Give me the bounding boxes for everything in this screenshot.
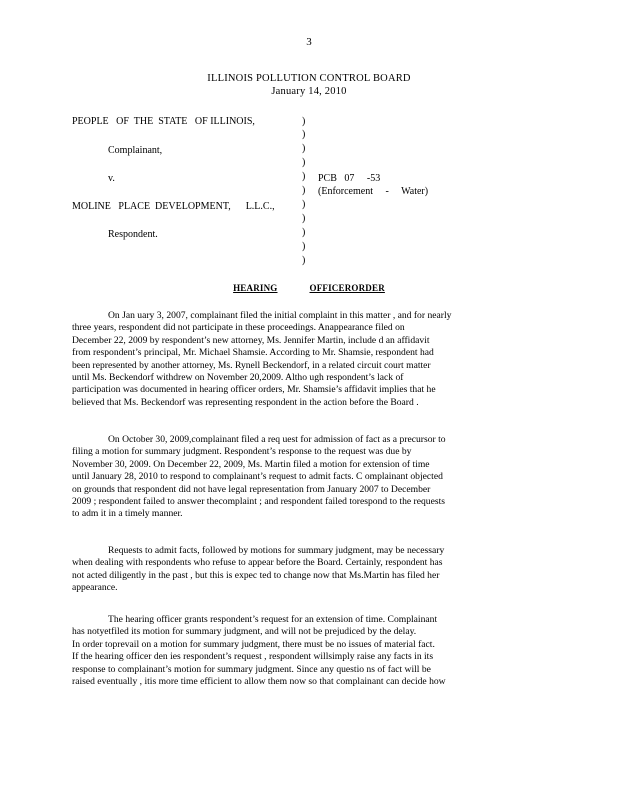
paragraph-line: raised eventually , itis more time efficient to allow them now so that complainant can decide how	[72, 676, 446, 688]
paragraph-line: appearance.	[72, 582, 118, 594]
paragraph-line: until January 28, 2010 to respond to complainant’s request to admit facts. C omplainant objected	[72, 471, 443, 483]
caption-parenthesis: )	[302, 185, 306, 196]
body-paragraph-2	[72, 434, 542, 521]
caption-parenthesis: )	[302, 227, 306, 238]
caption-parenthesis: )	[302, 129, 306, 140]
paragraph-line: not acted diligently in the past , but this is expec ted to change now that Ms.Martin has filed her	[72, 569, 440, 581]
paragraph-line: to adm it in a timely manner.	[72, 508, 183, 520]
order-title-part2: OFFICERORDER	[309, 283, 385, 293]
order-title	[0, 283, 618, 293]
paragraph-line: believed that Ms. Beckendorf was representing respondent in the action before the Board .	[72, 396, 419, 408]
caption-role-respondent: Respondent.	[108, 229, 158, 240]
board-name: ILLINOIS POLLUTION CONTROL BOARD	[207, 73, 411, 84]
page-number: 3	[306, 36, 312, 48]
body-paragraph-1	[72, 310, 542, 409]
caption-parenthesis: )	[302, 171, 306, 182]
paragraph-line: three years, respondent did not participate in these proceedings. Anappearance filed on	[72, 322, 405, 334]
caption-parenthesis: )	[302, 255, 306, 266]
caption-parenthesis: )	[302, 157, 306, 168]
caption-parenthesis: )	[302, 116, 306, 127]
paragraph-line: On October 30, 2009,complainant filed a req uest for admission of fact as a precursor to	[108, 434, 446, 445]
paragraph-line: been represented by another attorney, Ms. Rynell Beckendorf, in a related circuit court matter	[72, 359, 431, 371]
caption-party-respondent: MOLINE PLACE DEVELOPMENT, L.L.C.,	[72, 201, 275, 212]
paragraph-line: filing a motion for summary judgment. Respondent’s response to the request was due by	[72, 446, 412, 458]
order-date: January 14, 2010	[271, 86, 347, 97]
caption-parenthesis: )	[302, 213, 306, 224]
paragraph-line: response to complainant’s motion for summary judgment. Since any questio ns of fact will be	[72, 663, 431, 675]
paragraph-line: November 30, 2009. On December 22, 2009, Ms. Martin filed a motion for extension of time	[72, 458, 430, 470]
paragraph-line: If the hearing officer den ies respondent’s request , respondent willsimply raise any facts in its	[72, 651, 434, 663]
body-paragraph-4	[72, 614, 542, 688]
paragraph-line: 2009 ; respondent failed to answer thecomplaint ; and respondent failed torespond to the requests	[72, 496, 445, 508]
caption-party-complainant: PEOPLE OF THE STATE OF ILLINOIS,	[72, 116, 255, 127]
paragraph-line: until Ms. Beckendorf withdrew on November 20,2009. Altho ugh respondent’s lack of	[72, 372, 404, 384]
case-number: PCB 07 -53	[318, 173, 381, 184]
paragraph-line: On Jan uary 3, 2007, complainant filed the initial complaint in this matter , and for nearly	[108, 310, 452, 321]
paragraph-line: December 22, 2009 by respondent’s new attorney, Ms. Jennifer Martin, include d an affidavit	[72, 334, 430, 346]
paragraph-line: has notyetfiled its motion for summary judgment, and will not be prejudiced by the delay.	[72, 626, 417, 638]
paragraph-line: on grounds that respondent did not have legal representation from January 2007 to December	[72, 483, 431, 495]
caption-parenthesis: )	[302, 199, 306, 210]
paragraph-line: The hearing officer grants respondent’s request for an extension of time. Complainant	[108, 614, 438, 625]
paragraph-line: Requests to admit facts, followed by motions for summary judgment, may be necessary	[108, 545, 445, 556]
paragraph-line: from respondent’s principal, Mr. Michael Shamsie. According to Mr. Shamsie, respondent had	[72, 347, 434, 359]
case-type: (Enforcement - Water)	[318, 186, 429, 197]
body-paragraph-3	[72, 545, 542, 595]
paragraph-line: In order toprevail on a motion for summary judgment, there must be no issues of material fact.	[72, 638, 435, 650]
caption-parenthesis: )	[302, 143, 306, 154]
paragraph-line: when dealing with respondents who refuse to appear before the Board. Certainly, respondent has	[72, 557, 443, 569]
paragraph-line: participation was documented in hearing officer orders, Mr. Shamsie’s affidavit implies that he	[72, 384, 436, 396]
caption-parenthesis: )	[302, 241, 306, 252]
order-title-part1: HEARING	[233, 283, 278, 293]
caption-role-complainant: Complainant,	[108, 145, 163, 156]
caption-versus: v.	[108, 173, 115, 184]
